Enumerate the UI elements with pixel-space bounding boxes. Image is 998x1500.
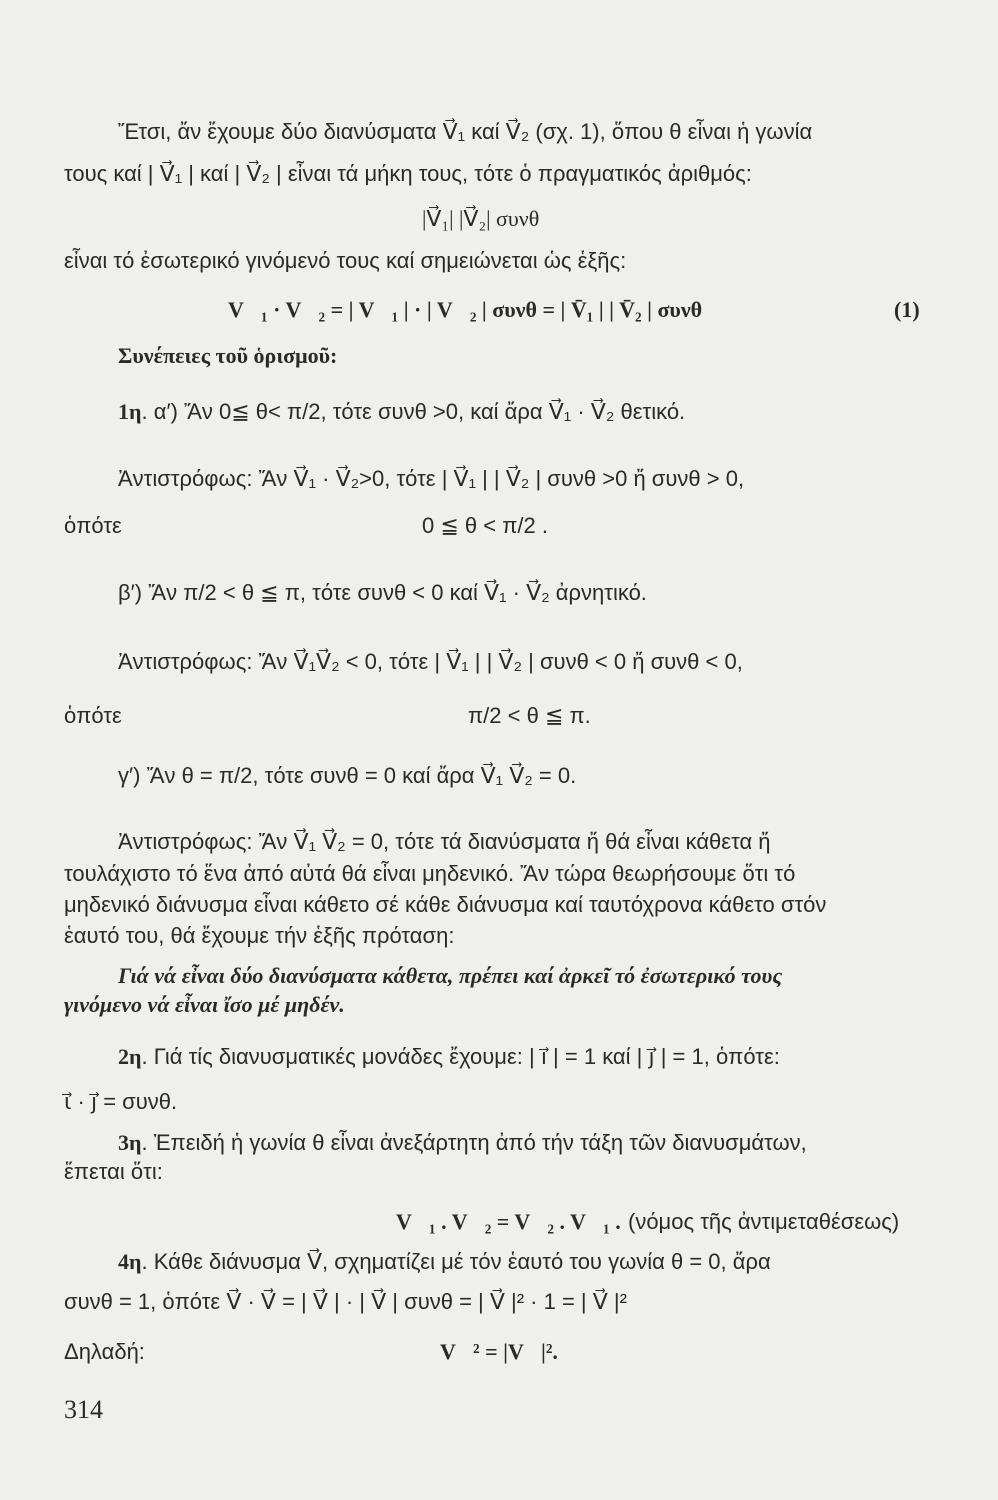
item-4-line-2: συνθ = 1, ὁπότε V⃗ · V⃗ = | V⃗ | · | V⃗ | συνθ = | V⃗ |² · 1 = | V⃗ |²: [64, 1289, 627, 1314]
item-3-line-1: [118, 1129, 807, 1157]
item-1c: γ′) Ἄν θ = π/2, τότε συνθ = 0 καί ἄρα V⃗₁ V⃗₂ = 0.: [118, 763, 577, 788]
intro-line-1: Ἔτσι, ἄν ἔχουμε δύο διανύσματα V⃗₁ καί V⃗₂ (σχ. 1), ὅπου θ εἶναι ἡ γωνία: [118, 119, 813, 144]
commutative-law: (νόμος τῆς ἀντιμεταθέσεως): [628, 1209, 900, 1234]
item-2-number: 2η: [118, 1044, 142, 1069]
item-3-text: . Ἐπειδή ἡ γωνία θ εἶναι ἀνεξάρτητη ἀπό τήν τάξη τῶν διανυσμάτων,: [141, 1130, 807, 1155]
converse-1: Ἀντιστρόφως: Ἄν V⃗₁ · V⃗₂>0, τότε | V⃗₁ | | V⃗₂ | συνθ >0 ἤ συνθ > 0,: [118, 466, 745, 491]
item-1-number: 1η: [118, 399, 142, 424]
converse-3-line-1: Ἀντιστρόφως: Ἄν V⃗₁ V⃗₂ = 0, τότε τά διανύσματα ἤ θά εἶναι κάθετα ἤ: [118, 829, 771, 854]
hence-label-1: ὁπότε: [64, 513, 122, 538]
hence-range-2: π/2 < θ ≦ π.: [468, 703, 591, 728]
formula-number: (1): [894, 297, 920, 322]
theorem-line-1: Γιά νά εἶναι δύο διανύσματα κάθετα, πρέπει καί ἀρκεῖ τό ἐσωτερικό τους: [118, 963, 783, 988]
hence-label-2: ὁπότε: [64, 703, 122, 728]
converse-3-line-3: μηδενικό διάνυσμα εἶναι κάθετο σέ κάθε διάνυσμα καί ταυτόχρονα κάθετο στόν: [64, 892, 827, 917]
item-4-number: 4η: [118, 1249, 142, 1274]
namely-label: Δηλαδή:: [64, 1339, 145, 1364]
item-1a-text: . α′) Ἄν 0≦ θ< π/2, τότε συνθ >0, καί ἄρα V⃗₁ · V⃗₂ θετικό.: [141, 399, 686, 424]
converse-3-line-4: ἑαυτό του, θά ἔχουμε τήν ἑξῆς πρόταση:: [64, 923, 455, 948]
item-4-text: . Κάθε διάνυσμα V⃗, σχηματίζει μέ τόν ἑαυτό του γωνία θ = 0, ἄρα: [141, 1249, 771, 1274]
section-heading: Συνέπειες τοῦ ὁρισμοῦ:: [118, 343, 338, 368]
item-2-line-2: ι⃗ · j⃗ = συνθ.: [64, 1089, 178, 1114]
page-number: 314: [64, 1395, 103, 1424]
converse-3-line-2: τουλάχιστο τό ἕνα ἀπό αὐτά θά εἶναι μηδενικό. Ἄν τώρα θεωρήσουμε ὅτι τό: [64, 861, 796, 886]
converse-2: Ἀντιστρόφως: Ἄν V⃗₁V⃗₂ < 0, τότε | V⃗₁ | | V⃗₂ | συνθ < 0 ἤ συνθ < 0,: [118, 649, 743, 674]
item-1b: β′) Ἄν π/2 < θ ≦ π, τότε συνθ < 0 καί V⃗₁ · V⃗₂ ἀρνητικό.: [118, 580, 647, 605]
formula-1: V⃗₁ · V⃗₂ = | V⃗₁ | · | V⃗₂ | συνθ = | V̄₁ | | V̄₂ | συνθ: [228, 297, 703, 322]
intro-line-2: τους καί | V⃗₁ | καί | V⃗₂ | εἶναι τά μήκη τους, τότε ὁ πραγματικός ἀριθμός:: [64, 161, 752, 186]
item-3-line-2: ἕπεται ὅτι:: [64, 1159, 163, 1184]
hence-range-1: 0 ≦ θ < π/2 .: [422, 513, 548, 538]
intro-line-3: εἶναι τό ἐσωτερικό γινόμενό τους καί σημειώνεται ὡς ἑξῆς:: [64, 248, 627, 273]
product-expression: |V⃗₁| |V⃗₂| συνθ: [422, 206, 540, 231]
namely-formula: V⃗² = |V⃗|².: [440, 1339, 558, 1364]
item-3-number: 3η: [118, 1130, 142, 1155]
item-2-text: . Γιά τίς διανυσματικές μονάδες ἔχουμε: | i⃗ | = 1 καί | j⃗ | = 1, ὁπότε:: [141, 1044, 780, 1069]
theorem-line-2: γινόμενο νά εἶναι ἴσο μέ μηδέν.: [64, 992, 345, 1017]
commutative-formula: V⃗₁ . V⃗₂ = V⃗₂ . V⃗₁ .: [396, 1209, 621, 1234]
item-4-line-1: [118, 1248, 771, 1276]
item-2-line-1: [118, 1043, 780, 1071]
item-1a: [118, 398, 685, 426]
